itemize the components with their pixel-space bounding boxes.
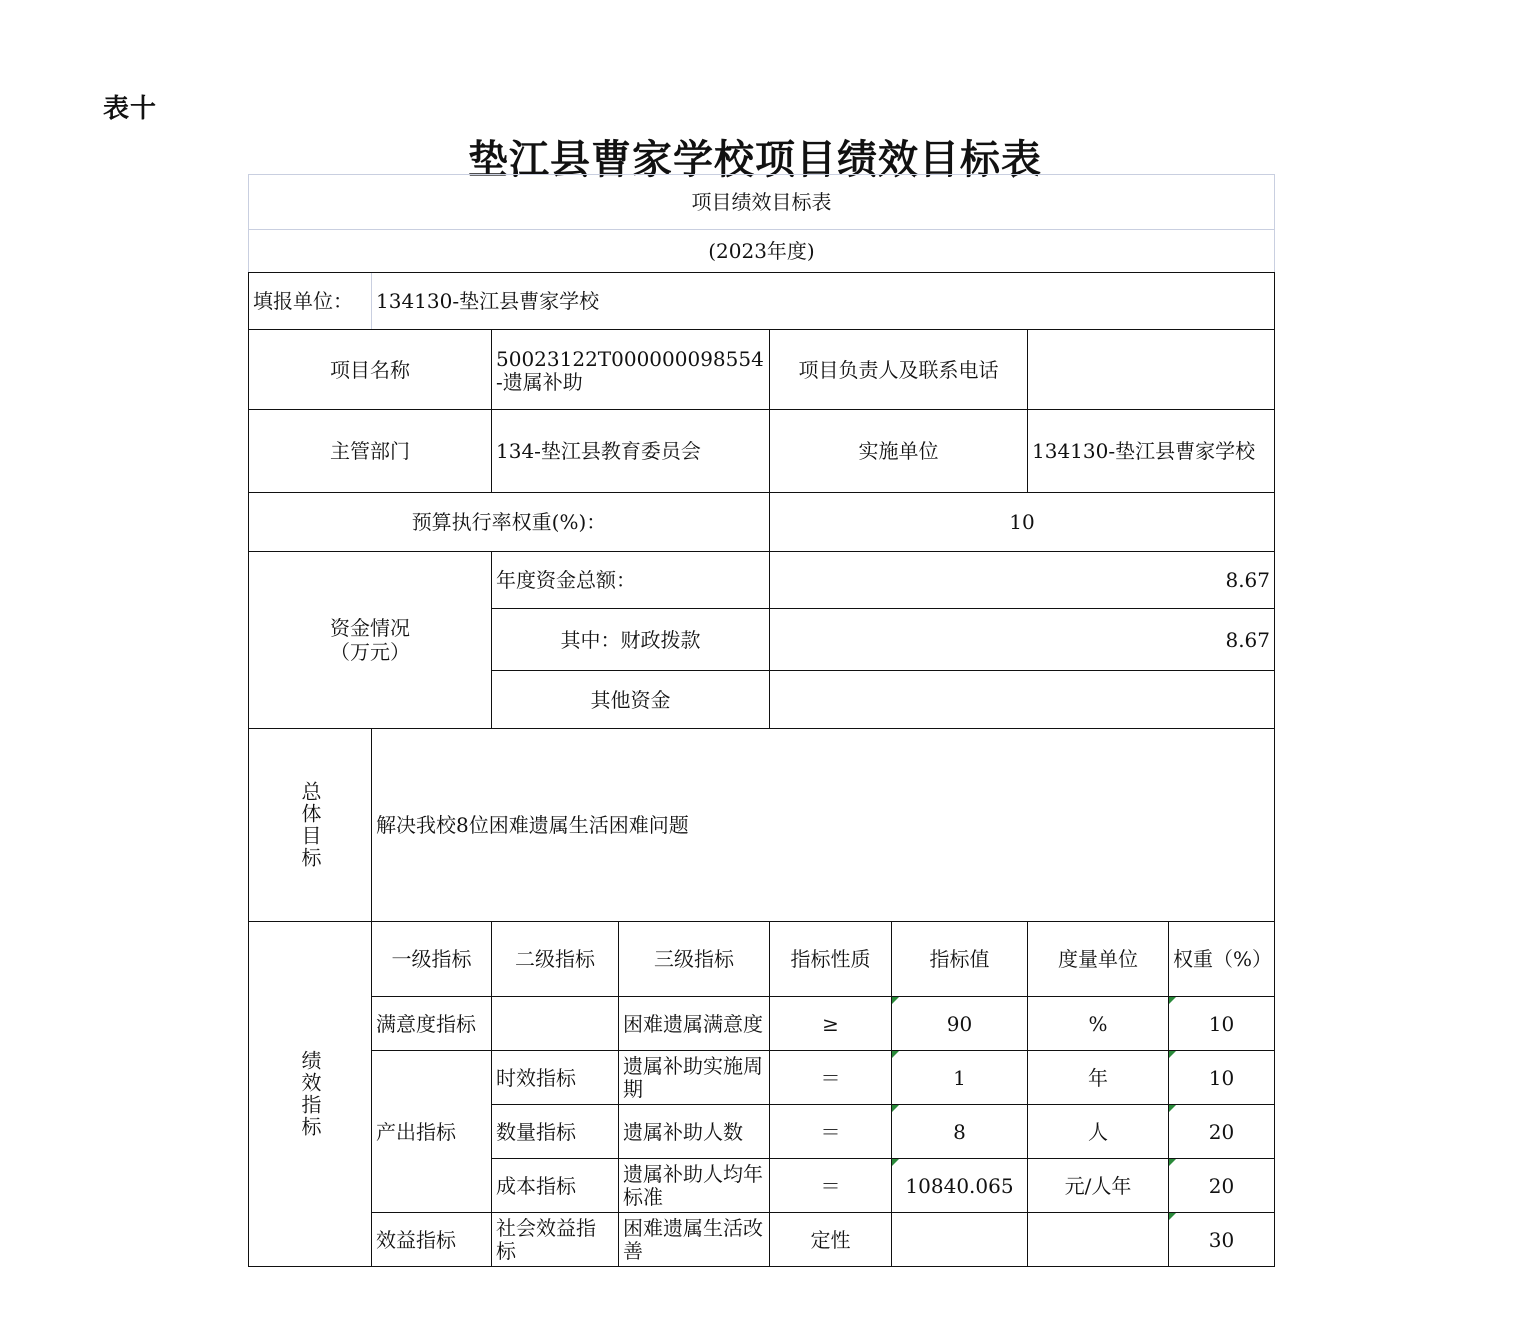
funds-fiscal-label: 其中：财政拨款: [492, 609, 770, 671]
row-value: 10840.065: [892, 1159, 1028, 1213]
row-nature: ＝: [770, 1105, 892, 1159]
table-row: [249, 1051, 1275, 1105]
row-level2: [492, 997, 619, 1051]
table-row: [249, 997, 1275, 1051]
budget-rate-value: 10: [770, 493, 1275, 552]
row-unit: 年: [1028, 1051, 1169, 1105]
header-nature: 指标性质: [770, 922, 892, 997]
header-weight: 权重（%）: [1169, 922, 1275, 997]
row-unit: [1028, 1213, 1169, 1267]
overall-goal-label-text: 总体目标: [298, 781, 322, 869]
row-nature: ＝: [770, 1159, 892, 1213]
row-value: [892, 1213, 1028, 1267]
budget-rate-label: 预算执行率权重(%)：: [249, 493, 770, 552]
header-value: 指标值: [892, 922, 1028, 997]
table-row: [249, 1213, 1275, 1267]
row-unit: 元/人年: [1028, 1159, 1169, 1213]
row-level3: 遗属补助实施周期: [619, 1051, 770, 1105]
overall-goal-value: 解决我校8位困难遗属生活困难问题: [372, 729, 1275, 922]
indicators-label-text: 绩效指标: [298, 1050, 322, 1138]
row-nature: 定性: [770, 1213, 892, 1267]
funds-label: [249, 552, 492, 729]
row-level3: 遗属补助人数: [619, 1105, 770, 1159]
funds-fiscal-value: 8.67: [770, 609, 1275, 671]
row-level1: 满意度指标: [372, 997, 492, 1051]
project-name-label: 项目名称: [249, 330, 492, 410]
row-unit: %: [1028, 997, 1169, 1051]
row-weight: 10: [1169, 997, 1275, 1051]
row-value: 90: [892, 997, 1028, 1051]
table-number-label: 表十: [103, 94, 158, 124]
overall-goal-label: [249, 729, 372, 922]
row-weight: 20: [1169, 1105, 1275, 1159]
implementer-value: 134130-垫江县曹家学校: [1028, 410, 1275, 493]
performance-target-table: [248, 174, 1275, 1267]
department-value: 134-垫江县教育委员会: [492, 410, 770, 493]
header-level1: 一级指标: [372, 922, 492, 997]
header-unit: 度量单位: [1028, 922, 1169, 997]
project-contact-value: [1028, 330, 1275, 410]
row-level2: 数量指标: [492, 1105, 619, 1159]
row-value: 8: [892, 1105, 1028, 1159]
implementer-label: 实施单位: [770, 410, 1028, 493]
funds-other-value: [770, 671, 1275, 729]
funds-total-value: 8.67: [770, 552, 1275, 609]
indicators-label: [249, 922, 372, 1267]
fill-unit-value: 134130-垫江县曹家学校: [372, 273, 1275, 330]
row-level3: 遗属补助人均年标准: [619, 1159, 770, 1213]
row-level2: 社会效益指标: [492, 1213, 619, 1267]
table-subtitle: 项目绩效目标表: [249, 175, 1275, 230]
project-contact-label: 项目负责人及联系电话: [770, 330, 1028, 410]
project-name-value: 50023122T000000098554-遗属补助: [492, 330, 770, 410]
row-nature: ≥: [770, 997, 892, 1051]
funds-total-label: 年度资金总额：: [492, 552, 770, 609]
header-level2: 二级指标: [492, 922, 619, 997]
row-level1: 效益指标: [372, 1213, 492, 1267]
row-unit: 人: [1028, 1105, 1169, 1159]
funds-other-label: 其他资金: [492, 671, 770, 729]
fill-unit-label: 填报单位：: [249, 273, 372, 330]
row-level3: 困难遗属生活改善: [619, 1213, 770, 1267]
row-nature: ＝: [770, 1051, 892, 1105]
page-title: 垫江县曹家学校项目绩效目标表: [468, 136, 1042, 183]
funds-label-line1: 资金情况: [330, 616, 410, 640]
header-level3: 三级指标: [619, 922, 770, 997]
row-weight: 30: [1169, 1213, 1275, 1267]
year-label: (2023年度): [249, 230, 1275, 273]
department-label: 主管部门: [249, 410, 492, 493]
row-level3: 困难遗属满意度: [619, 997, 770, 1051]
row-weight: 20: [1169, 1159, 1275, 1213]
row-level2: 成本指标: [492, 1159, 619, 1213]
row-value: 1: [892, 1051, 1028, 1105]
row-level2: 时效指标: [492, 1051, 619, 1105]
funds-label-line2: （万元）: [330, 640, 410, 664]
row-weight: 10: [1169, 1051, 1275, 1105]
row-level1: 产出指标: [372, 1051, 492, 1213]
